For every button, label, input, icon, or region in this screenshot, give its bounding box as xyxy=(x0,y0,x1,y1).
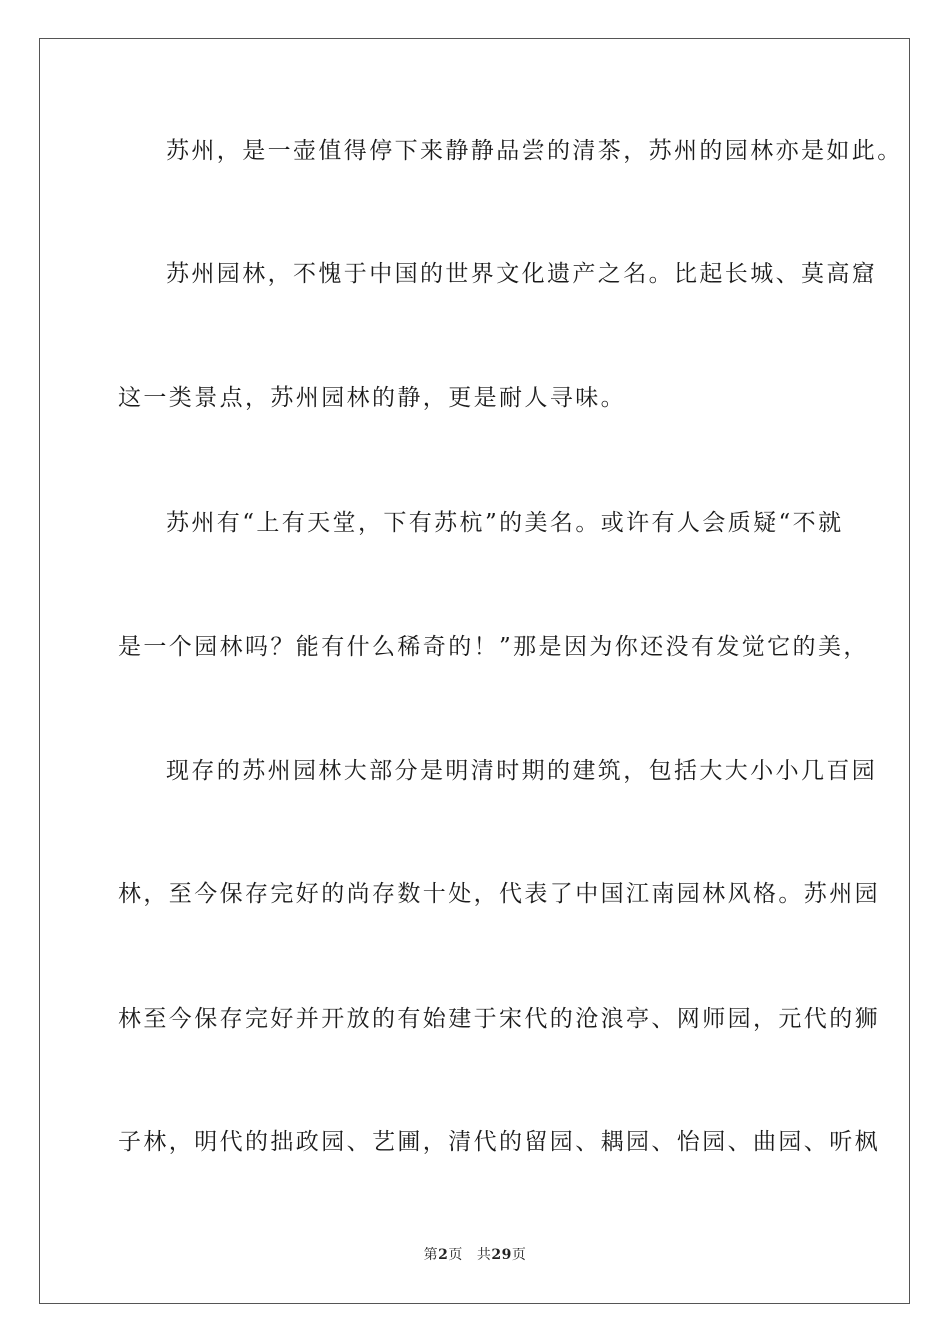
paragraph-2-line-2: 这一类景点，苏州园林的静，更是耐人寻味。 xyxy=(118,385,626,411)
paragraph-3-line-2: 是一个园林吗？能有什么稀奇的！”那是因为你还没有发觉它的美， xyxy=(118,634,869,660)
paragraph-4-line-2: 林，至今保存完好的尚存数十处，代表了中国江南园林风格。苏州园 xyxy=(118,881,880,907)
total-unit: 页 xyxy=(511,1247,527,1263)
paragraph-4-line-1: 现存的苏州园林大部分是明清时期的建筑，包括大大小小几百园 xyxy=(166,758,878,784)
total-prefix: 共 xyxy=(476,1247,492,1263)
paragraph-2-line-1: 苏州园林，不愧于中国的世界文化遗产之名。比起长城、莫高窟 xyxy=(166,261,878,287)
page-unit: 页 xyxy=(448,1247,463,1263)
page-footer xyxy=(0,1244,950,1264)
page-border xyxy=(39,38,910,1304)
page-total: 29 xyxy=(491,1247,512,1263)
paragraph-4-line-4: 子林，明代的拙政园、艺圃，清代的留园、耦园、怡园、曲园、听枫 xyxy=(118,1129,880,1155)
page-prefix: 第 xyxy=(423,1247,439,1263)
paragraph-3-line-1: 苏州有“上有天堂，下有苏杭”的美名。或许有人会质疑“不就 xyxy=(166,510,844,536)
paragraph-1-line-1: 苏州，是一壶值得停下来静静品尝的清茶，苏州的园林亦是如此。 xyxy=(166,138,903,164)
page-current: 2 xyxy=(438,1247,449,1263)
paragraph-4-line-3: 林至今保存完好并开放的有始建于宋代的沧浪亭、网师园，元代的狮 xyxy=(118,1006,880,1032)
